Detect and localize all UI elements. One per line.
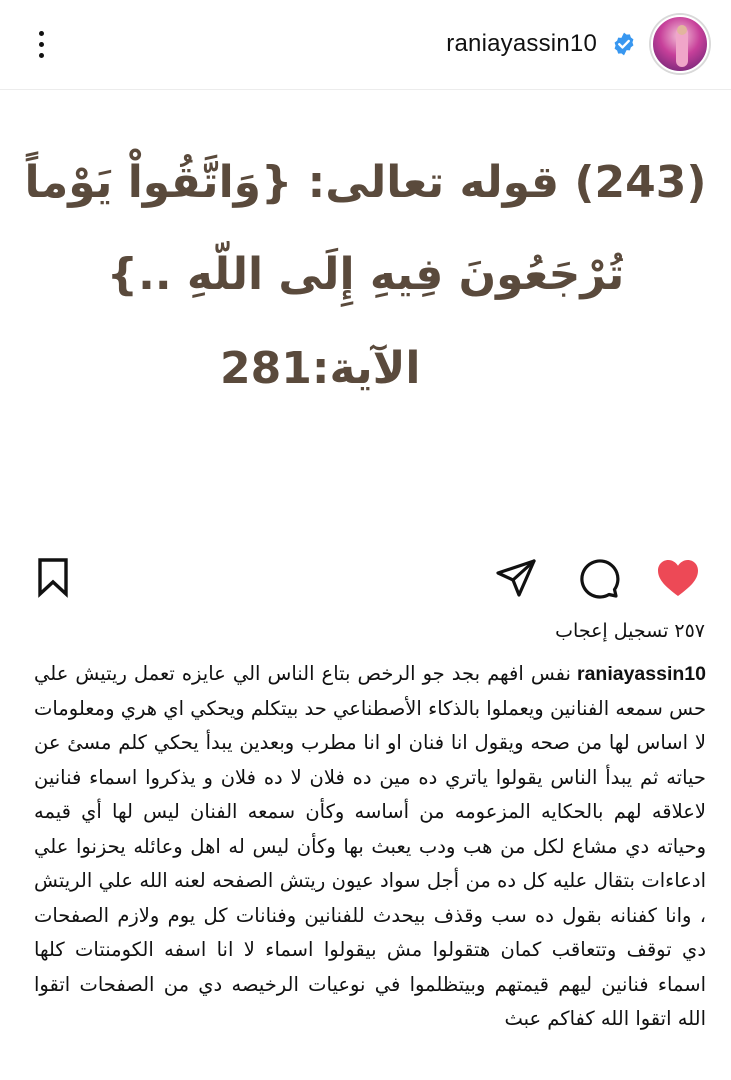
verified-badge-icon xyxy=(611,31,637,57)
send-icon xyxy=(494,556,538,600)
post-header xyxy=(0,0,731,90)
post-caption xyxy=(34,657,706,1037)
likes-label: تسجيل إعجاب xyxy=(555,620,669,642)
post-image[interactable] xyxy=(0,91,731,531)
bookmark-icon xyxy=(32,556,76,600)
likes-number: ٢٥٧ xyxy=(674,620,705,642)
username-link[interactable]: raniayassin10 xyxy=(446,30,597,57)
caption-username[interactable]: raniayassin10 xyxy=(576,663,706,685)
like-button[interactable] xyxy=(656,556,700,600)
heart-filled-icon xyxy=(656,556,700,600)
avatar-head xyxy=(677,25,687,35)
verse-line-2: تُرْجَعُونَ فِيهِ إِلَى اللّهِ ..} xyxy=(106,249,625,300)
comment-icon xyxy=(576,556,620,600)
comment-button[interactable] xyxy=(576,556,620,600)
profile-avatar[interactable] xyxy=(651,15,709,73)
more-dot xyxy=(39,31,44,36)
more-options-button[interactable] xyxy=(26,22,56,66)
user-block xyxy=(446,14,709,74)
verse-line-3: الآية:281 xyxy=(220,343,421,394)
verse-line-1: (243) قوله تعالى: {وَاتَّقُواْ يَوْماً xyxy=(24,157,707,208)
share-button[interactable] xyxy=(494,556,538,600)
action-bar xyxy=(0,548,731,608)
more-dot xyxy=(39,53,44,58)
likes-count[interactable] xyxy=(555,620,705,642)
more-dot xyxy=(39,42,44,47)
save-button[interactable] xyxy=(32,556,76,600)
caption-text: نفس افهم بجد جو الرخص بتاع الناس الي عايزه تعمل ريتيش علي حس سمعه الفنانين ويعملوا بالذكاء الأصطناعي حد بيتكلم ويحكي اي هري ومعلومات لا اساس لها من صحه ويقول انا فنان او انا مطرب وبعدين يبدأ يحكي كلم مسئ عن حياته ثم يبدأ الناس يقولوا ياتري ده مين ده فلان لا ده فلان و يذكروا اسماء فنانين لاعلاقه لهم بالحكايه المزعومه من أساسه وكأن سمعه الفنان ليس لها أي قيمه وحياته دي مشاع لكل من هب ودب يعبث بها وكأن ليس له اهل وعائله يحزنوا علي ادعاءات بتقال عليه كل ده من أجل سواد عيون ريتش الصفحه لعنه الله علي الريتش ، وانا كفنانه بقول ده سب وقذف بيحدث للفنانين وفنانات كل يوم ولازم الصفحات دي توقف وتتعاقب كمان هتقولوا مش بيقولوا اسماء لا انا اسفه الكومنتات كلها اسماء فنانين ليهم قيمتهم وبيتظلموا في نوعيات الرخيصه دي من الصفحات اتقوا الله اتقوا الله كفاكم عبث xyxy=(34,662,706,1030)
